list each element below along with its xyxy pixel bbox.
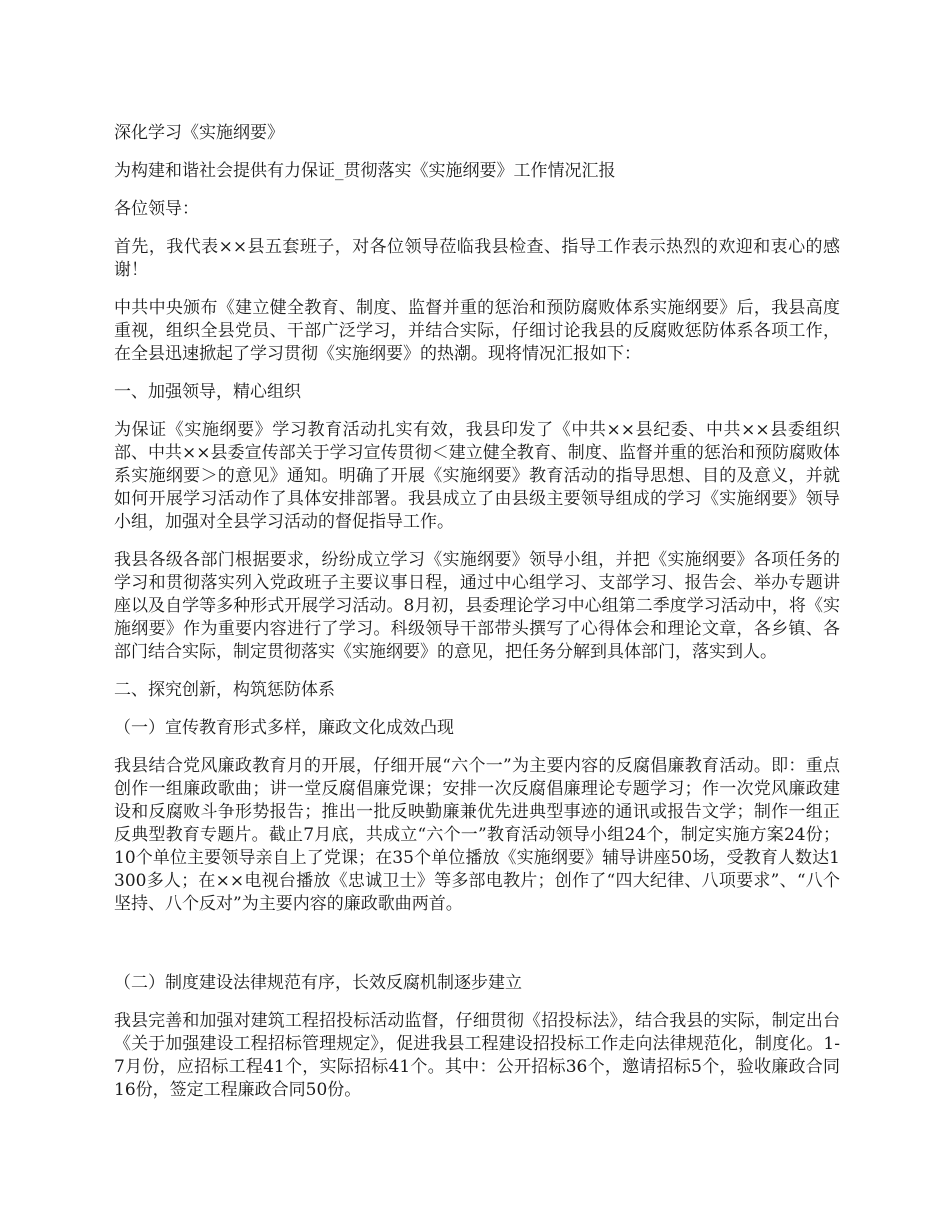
subsection-heading-1: （一）宣传教育形式多样，廉政文化成效凸现 xyxy=(114,718,454,738)
spacer xyxy=(114,282,840,297)
spacer xyxy=(114,221,840,236)
spacer xyxy=(114,145,840,160)
paragraph-leadership: 为保证《实施纲要》学习教育活动扎实有效，我县印发了《中共××县纪委、中共××县委组织部、中共××县委宣传部关于学习宣传贯彻＜建立健全教育、制度、监督并重的惩治和预防腐败体系实施纲要＞的意见》通知。明确了开展《实施纲要》教育活动的指导思想、目的及意义，并就如何开展学习活动作了具体安排部署。我县成立了由县级主要领导组成的学习《实施纲要》领导小组，加强对全县学习活动的督促指导工作。 xyxy=(114,420,840,532)
spacer xyxy=(114,702,840,717)
spacer xyxy=(114,404,840,419)
spacer xyxy=(114,664,840,679)
document-subtitle: 为构建和谐社会提供有力保证_贯彻落实《实施纲要》工作情况汇报 xyxy=(114,161,616,181)
paragraph-opening: 首先，我代表××县五套班子，对各位领导莅临我县检查、指导工作表示热烈的欢迎和衷心的感谢！ xyxy=(114,237,840,280)
paragraph-regulations: 我县完善和加强对建筑工程招投标活动监督，仔细贯彻《招投标法》，结合我县的实际，制定出台《关于加强建设工程招标管理规定》，促进我县工程建设招投标工作走向法律规范化，制度化。1-7月份，应招标工程41个，实际招标41个。其中：公开招标36个，邀请招标5个，验收廉政合同16份，签定工程廉政合同50份。 xyxy=(114,1011,840,1100)
spacer xyxy=(114,916,840,972)
section-heading-2: 二、探究创新，构筑惩防体系 xyxy=(114,680,335,700)
spacer xyxy=(114,534,840,549)
spacer xyxy=(114,995,840,1010)
spacer xyxy=(114,740,840,755)
document-title: 深化学习《实施纲要》 xyxy=(114,123,284,143)
spacer xyxy=(114,183,840,198)
section-heading-1: 一、加强领导，精心组织 xyxy=(114,382,301,402)
paragraph-departments: 我县各级各部门根据要求，纷纷成立学习《实施纲要》领导小组，并把《实施纲要》各项任务的学习和贯彻落实列入党政班子主要议事日程，通过中心组学习、支部学习、报告会、举办专题讲座以及自学等多种形式开展学习活动。8月初，县委理论学习中心组第二季度学习活动中，将《实施纲要》作为重要内容进行了学习。科级领导干部带头撰写了心得体会和理论文章，各乡镇、各部门结合实际，制定贯彻落实《实施纲要》的意见，把任务分解到具体部门，落实到人。 xyxy=(114,550,840,662)
paragraph-background: 中共中央颁布《建立健全教育、制度、监督并重的惩治和预防腐败体系实施纲要》后，我县高度重视，组织全县党员、干部广泛学习，并结合实际，仔细讨论我县的反腐败惩防体系各项工作，在全县迅速掀起了学习贯彻《实施纲要》的热潮。现将情况汇报如下： xyxy=(114,298,840,364)
subsection-heading-2: （二）制度建设法律规范有序，长效反腐机制逐步建立 xyxy=(114,973,522,993)
paragraph-education: 我县结合党风廉政教育月的开展，仔细开展“六个一”为主要内容的反腐倡廉教育活动。即：重点创作一组廉政歌曲；讲一堂反腐倡廉党课；安排一次反腐倡廉理论专题学习；作一次党风廉政建设和反腐败斗争形势报告；推出一批反映勤廉兼优先进典型事迹的通讯或报告文学；制作一组正反典型教育专题片。截止7月底，共成立“六个一”教育活动领导小组24个，制定实施方案24份；10个单位主要领导亲自上了党课；在35个单位播放《实施纲要》辅导讲座50场，受教育人数达1300多人；在××电视台播放《忠诚卫士》等多部电教片；创作了“四大纪律、八项要求”、“八个坚持、八个反对”为主要内容的廉政歌曲两首。 xyxy=(114,756,840,914)
spacer xyxy=(114,366,840,381)
salutation: 各位领导： xyxy=(114,199,199,219)
document-body xyxy=(114,122,840,1102)
